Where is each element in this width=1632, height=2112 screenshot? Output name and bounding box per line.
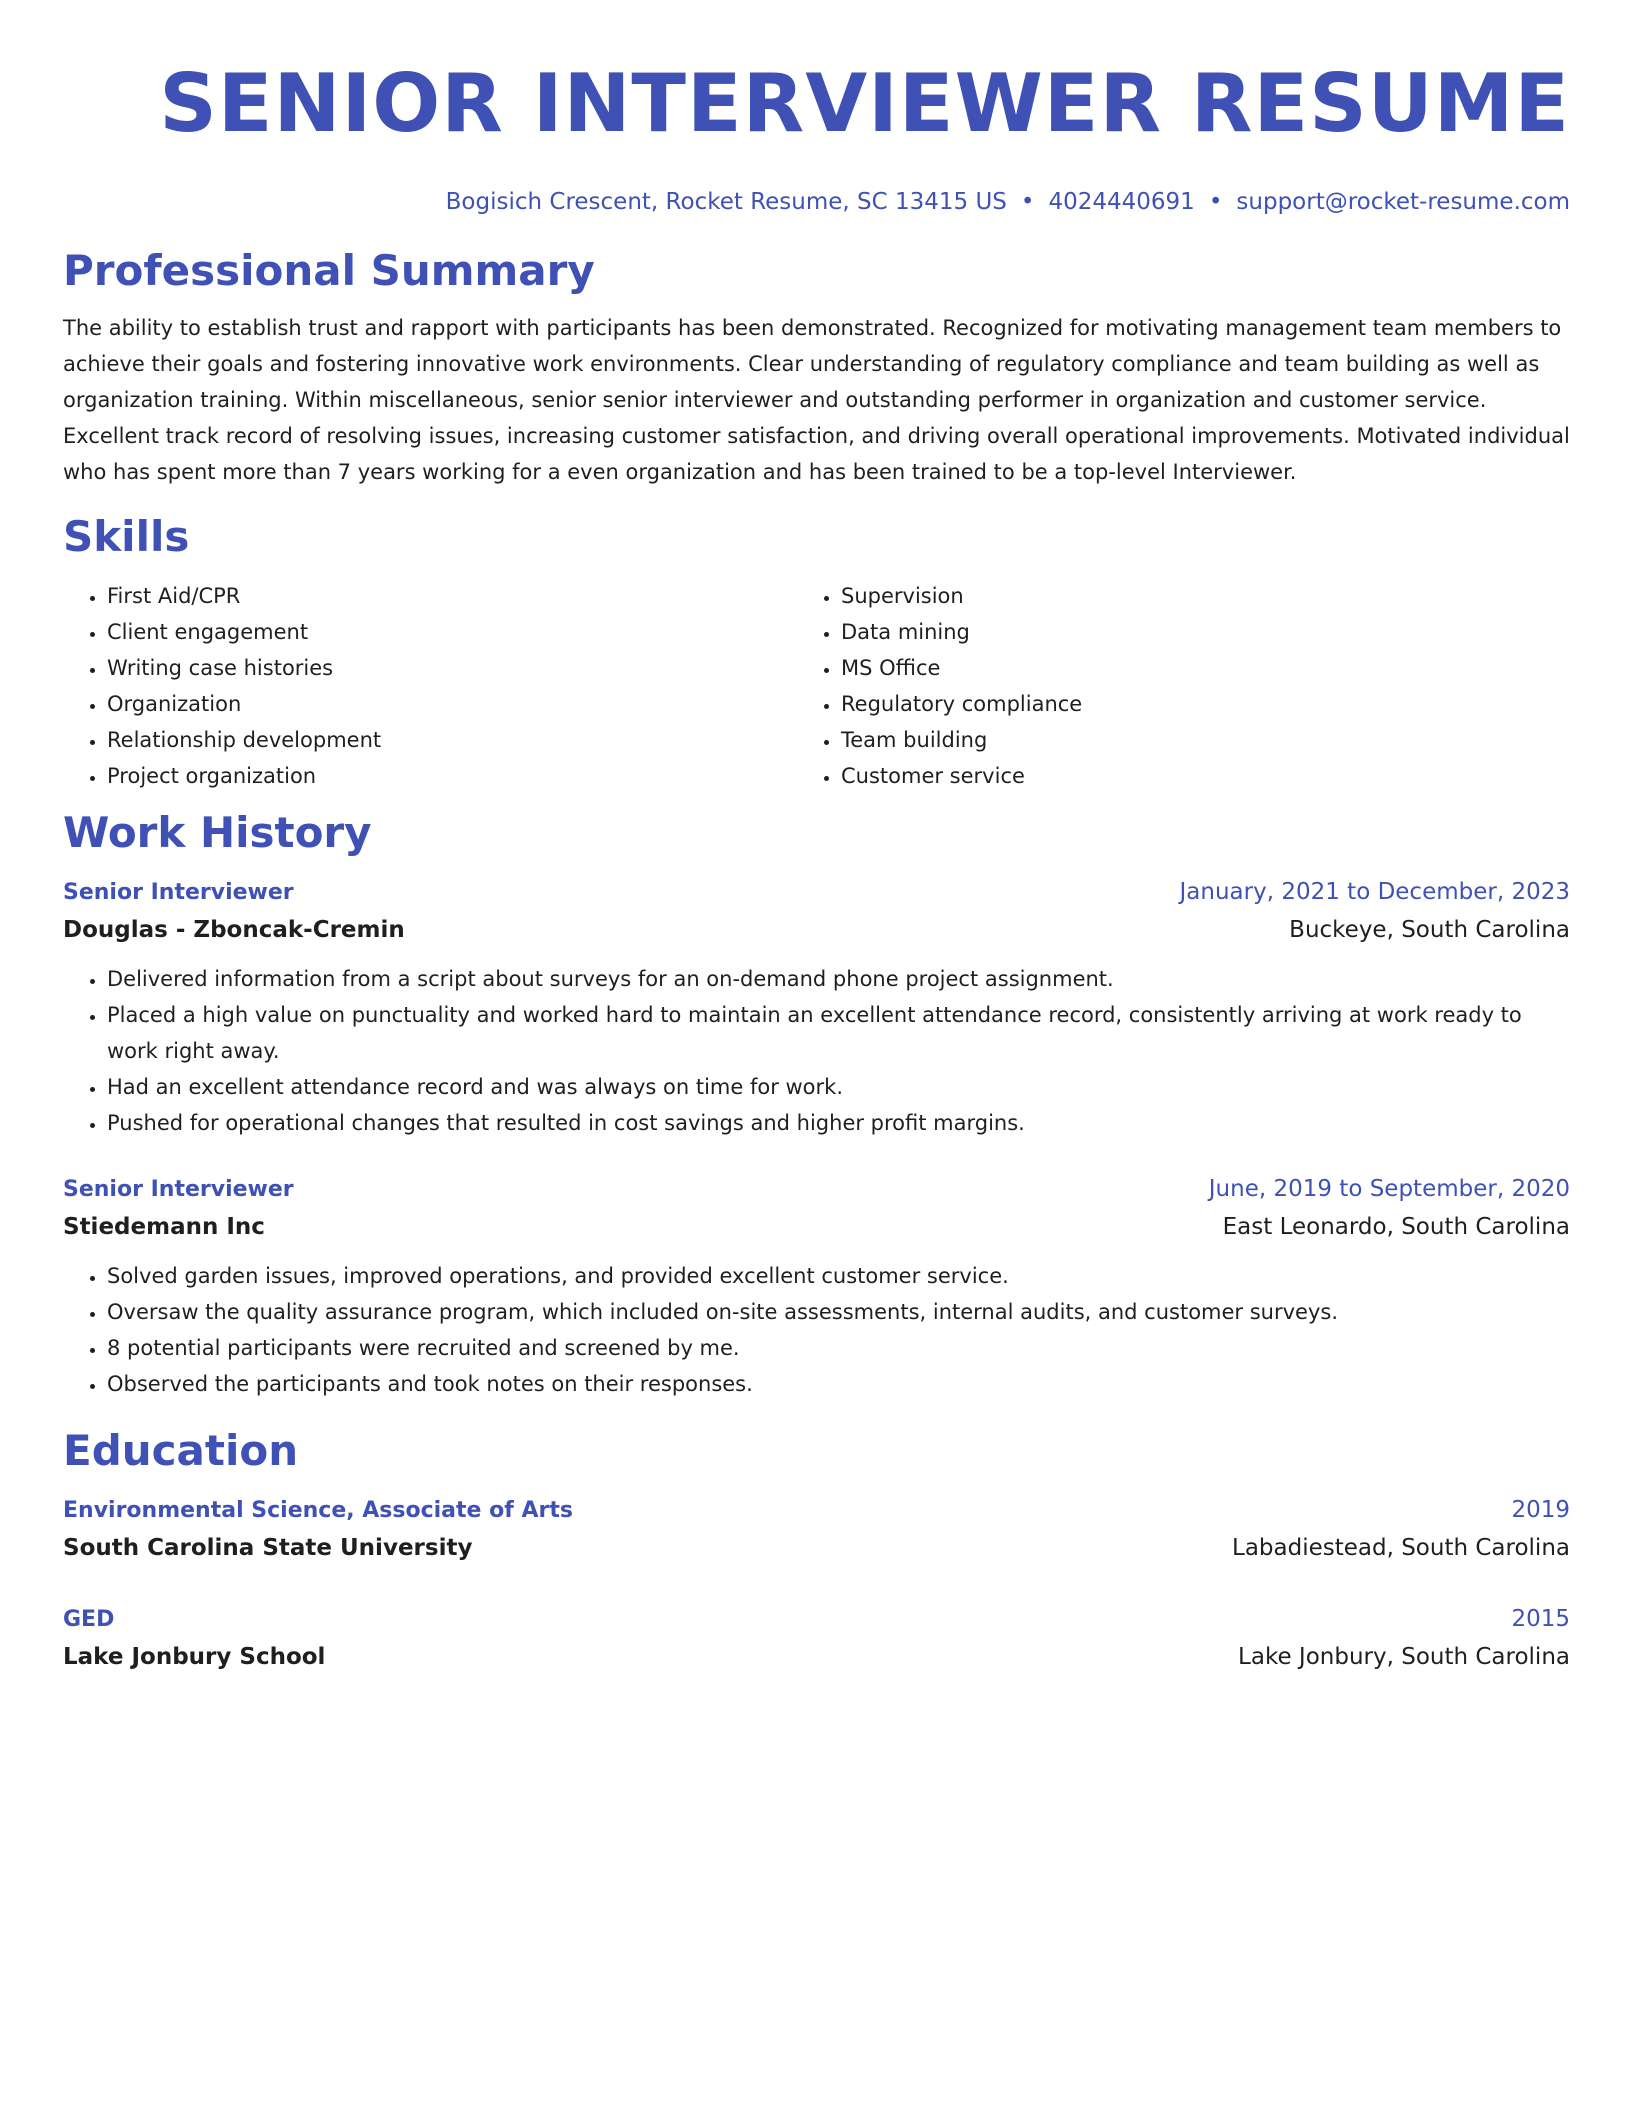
skills-column-left [63, 578, 797, 794]
job-title: Senior Interviewer [63, 880, 294, 905]
education-location: Lake Jonbury, South Carolina [1238, 1644, 1570, 1670]
job-bullet: • Had an excellent attendance record and was always on time for work. [107, 1069, 1570, 1105]
skill-item: • Organization [107, 686, 797, 722]
education-entry [63, 1601, 1570, 1676]
summary-heading: Professional Summary [63, 246, 595, 295]
education-location: Labadiestead, South Carolina [1232, 1535, 1570, 1561]
skill-item: • Customer service [841, 758, 1531, 794]
skill-item: • First Aid/CPR [107, 578, 797, 614]
skills-heading: Skills [63, 512, 190, 561]
job-title: Senior Interviewer [63, 1177, 294, 1202]
contact-phone: 4024440691 [1048, 189, 1195, 215]
education-year: 2019 [1511, 1497, 1570, 1523]
job-bullet: • Oversaw the quality assurance program, which included on-site assessments, internal audits, and customer surveys. [107, 1294, 1570, 1330]
skill-item: • Supervision [841, 578, 1531, 614]
job-bullet: • 8 potential participants were recruited and screened by me. [107, 1330, 1570, 1366]
skill-item: • Team building [841, 722, 1531, 758]
job-location: East Leonardo, South Carolina [1222, 1214, 1570, 1240]
skills-column-right [797, 578, 1531, 794]
skill-item: • Relationship development [107, 722, 797, 758]
education-year: 2015 [1511, 1606, 1570, 1632]
education-degree: GED [63, 1607, 115, 1632]
job-bullet: • Observed the participants and took notes on their responses. [107, 1366, 1570, 1402]
contact-address: Bogisich Crescent, Rocket Resume, SC 13415 US [445, 189, 1007, 215]
education-heading: Education [63, 1426, 299, 1475]
job-bullet: • Delivered information from a script about surveys for an on-demand phone project assignment. [107, 961, 1570, 997]
education-school: Lake Jonbury School [63, 1644, 326, 1670]
resume-title: SENIOR INTERVIEWER RESUME [159, 57, 1570, 150]
skill-item: • Writing case histories [107, 650, 797, 686]
job-company: Stiedemann Inc [63, 1214, 265, 1240]
contact-line [63, 186, 1570, 218]
work-history-heading: Work History [63, 808, 372, 857]
job-entry [63, 1171, 1570, 1402]
skill-item: • Regulatory compliance [841, 686, 1531, 722]
job-entry [63, 874, 1570, 1141]
job-company: Douglas - Zboncak-Cremin [63, 917, 405, 943]
education-degree: Environmental Science, Associate of Arts [63, 1498, 573, 1523]
job-dates: June, 2019 to September, 2020 [1208, 1176, 1570, 1202]
skill-item: • MS Office [841, 650, 1531, 686]
job-bullet: • Pushed for operational changes that resulted in cost savings and higher profit margins. [107, 1105, 1570, 1141]
education-entry [63, 1492, 1570, 1567]
job-bullet: • Solved garden issues, improved operations, and provided excellent customer service. [107, 1258, 1570, 1294]
skill-item: • Data mining [841, 614, 1531, 650]
skill-item: • Client engagement [107, 614, 797, 650]
job-location: Buckeye, South Carolina [1289, 917, 1570, 943]
skill-item: • Project organization [107, 758, 797, 794]
job-bullets [63, 961, 1570, 1141]
job-bullet: • Placed a high value on punctuality and worked hard to maintain an excellent attendance record, consistently arriving at work ready to work right away. [107, 997, 1570, 1069]
contact-separator: • [1208, 189, 1223, 215]
job-dates: January, 2021 to December, 2023 [1179, 879, 1570, 905]
contact-email: support@rocket-resume.com [1236, 189, 1570, 215]
job-bullets [63, 1258, 1570, 1402]
summary-text: The ability to establish trust and rapport with participants has been demonstrated. Recognized for motivating management team members to achieve their goals and fostering innovative work environments. Clear understanding of regulatory compliance and team building as well as organization training. Within miscellaneous, senior senior interviewer and outstanding performer in organization and customer service. Excellent track record of resolving issues, increasing customer satisfaction, and driving overall operational improvements. Motivated individual who has spent more than 7 years working for a even organization and has been trained to be a top-level Interviewer. [63, 316, 1570, 484]
skills-list [63, 578, 1570, 794]
contact-separator: • [1020, 189, 1035, 215]
education-school: South Carolina State University [63, 1535, 473, 1561]
